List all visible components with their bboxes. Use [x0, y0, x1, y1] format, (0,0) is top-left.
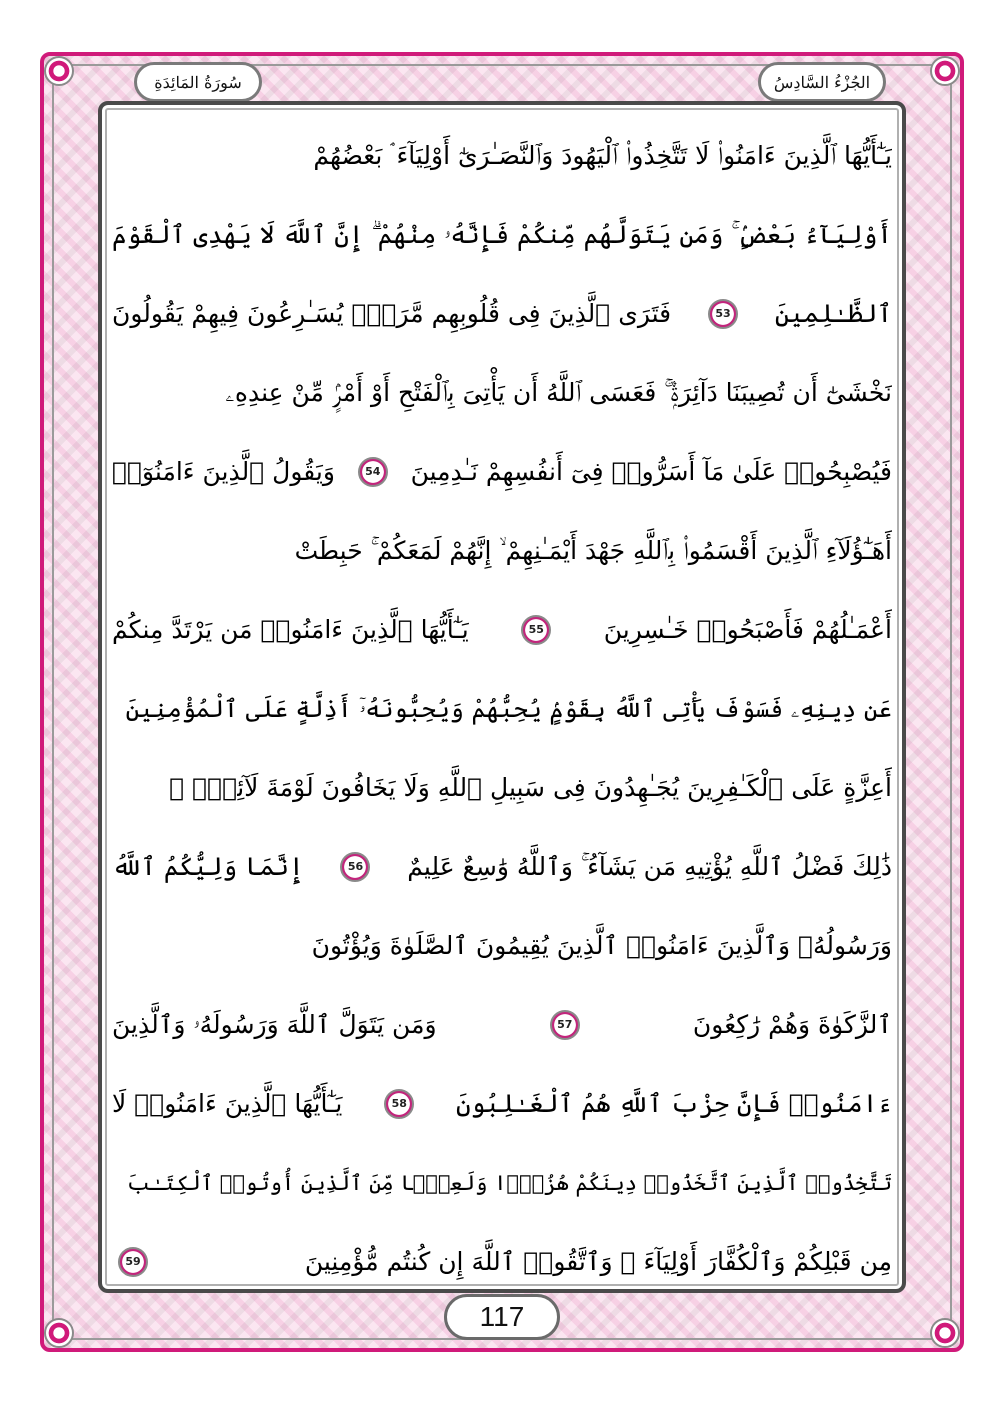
- verse-line: [112, 669, 892, 748]
- verse-text: أَوْلِيَآءُ بَعْضٍۢ ۚ وَمَن يَتَوَلَّهُم مِّنكُمْ فَإِنَّهُۥ مِنْهُمْ ۗ إِنَّ ٱللَّهَ لَا يَهْدِى ٱلْقَوْمَ: [112, 219, 892, 249]
- corner-ornament-icon: [930, 1318, 960, 1348]
- surah-title: سُورَةُ المَائِدَةِ: [134, 62, 262, 102]
- verse-text: عَن دِينِهِۦ فَسَوْفَ يَأْتِى ٱللَّهُ بِقَوْمٍۢ يُحِبُّهُمْ وَيُحِبُّونَهُۥٓ أَذِلَّةٍ عَلَى ٱلْمُؤْمِنِينَ: [125, 694, 892, 723]
- verse-text: ذَٰلِكَ فَضْلُ ٱللَّهِ يُؤْتِيهِ مَن يَشَآءُ ۚ وَٱللَّهُ وَٰسِعٌ عَلِيمٌ: [407, 851, 892, 881]
- verse-line: [112, 906, 892, 985]
- ayah-number-marker: 59: [118, 1247, 148, 1277]
- verse-text: ٱلظَّـٰلِمِينَ: [774, 299, 892, 328]
- juz-title: الجُزْءُ السَّادِسُ: [758, 62, 886, 102]
- verse-text: أَعْمَـٰلُهُمْ فَأَصْبَحُوا۟ خَـٰسِرِينَ: [603, 615, 892, 644]
- verse-text: فَيُصْبِحُوا۟ عَلَىٰ مَآ أَسَرُّوا۟ فِىٓ أَنفُسِهِمْ نَـٰدِمِينَ: [410, 457, 892, 486]
- verse-line: [112, 985, 892, 1064]
- verse-text: مِن قَبْلِكُمْ وَٱلْكُفَّارَ أَوْلِيَآءَ ۚ وَٱتَّقُوا۟ ٱللَّهَ إِن كُنتُم مُّؤْمِنِينَ: [304, 1247, 892, 1276]
- verse-line: [112, 195, 892, 274]
- verse-text: وَرَسُولُهُۥ وَٱلَّذِينَ ءَامَنُوا۟ ٱلَّذِينَ يُقِيمُونَ ٱلصَّلَوٰةَ وَيُؤْتُونَ: [311, 931, 892, 960]
- verse-text: يَـٰٓأَيُّهَا ٱلَّذِينَ ءَامَنُوا۟ لَا تَتَّخِذُوا۟ ٱلْيَهُودَ وَٱلنَّصَـٰرَىٰٓ أَوْلِيَآءَ ۘ بَعْضُهُمْ: [313, 140, 892, 170]
- verse-text: أَهَـٰٓؤُلَآءِ ٱلَّذِينَ أَقْسَمُوا۟ بِٱللَّهِ جَهْدَ أَيْمَـٰنِهِمْ ۙ إِنَّهُمْ لَمَعَكُمْ ۚ حَبِطَتْ: [294, 535, 892, 565]
- verse-text: يَـٰٓأَيُّهَا ٱلَّذِينَ ءَامَنُوا۟ لَا: [112, 1089, 343, 1118]
- verse-line: [112, 590, 892, 669]
- verse-line: [112, 116, 892, 195]
- verse-text: ٱلزَّكَوٰةَ وَهُمْ رَٰكِعُونَ: [692, 1010, 892, 1039]
- ayah-number-marker: 54: [358, 457, 388, 487]
- corner-ornament-icon: [930, 56, 960, 86]
- verse-text: إِنَّمَا وَلِيُّكُمُ ٱللَّهُ: [112, 852, 304, 881]
- ayah-number-marker: 55: [521, 615, 551, 645]
- verse-text: أَعِزَّةٍ عَلَى ٱلْكَـٰفِرِينَ يُجَـٰهِدُونَ فِى سَبِيلِ ٱللَّهِ وَلَا يَخَافُونَ لَوْمَةَ لَآئِمٍۢ ۚ: [169, 773, 892, 802]
- verse-line: [112, 827, 892, 906]
- corner-ornament-icon: [44, 1318, 74, 1348]
- verse-line: [112, 1064, 892, 1143]
- ayah-number-marker: 56: [340, 852, 370, 882]
- verse-text: وَيَقُولُ ٱلَّذِينَ ءَامَنُوٓا۟: [112, 457, 335, 486]
- verse-line: [112, 353, 892, 432]
- verse-line: [112, 511, 892, 590]
- verse-line: [112, 432, 892, 511]
- page-number: 117: [444, 1294, 560, 1340]
- verse-line: [112, 1222, 892, 1301]
- corner-ornament-icon: [44, 56, 74, 86]
- verse-text: نَخْشَىٰٓ أَن تُصِيبَنَا دَآئِرَةٌۭ ۚ فَعَسَى ٱللَّهُ أَن يَأْتِىَ بِٱلْفَتْحِ أَوْ أَمْرٍۢ مِّنْ عِندِهِۦ: [225, 377, 892, 407]
- verse-text: وَمَن يَتَوَلَّ ٱللَّهَ وَرَسُولَهُۥ وَٱلَّذِينَ: [112, 1009, 437, 1039]
- verse-text: فَتَرَى ٱلَّذِينَ فِى قُلُوبِهِم مَّرَضٌۭ يُسَـٰرِعُونَ فِيهِمْ يَقُولُونَ: [112, 299, 672, 328]
- verse-line: [112, 748, 892, 827]
- verse-text: تَتَّخِذُوا۟ ٱلَّذِينَ ٱتَّخَذُوا۟ دِينَكُمْ هُزُوًۭا وَلَعِبًۭا مِّنَ ٱلَّذِينَ أُوتُوا۟ ٱلْكِتَـٰبَ: [126, 1170, 892, 1195]
- ayah-number-marker: 57: [550, 1010, 580, 1040]
- verse-text: يَـٰٓأَيُّهَا ٱلَّذِينَ ءَامَنُوا۟ مَن يَرْتَدَّ مِنكُمْ: [112, 615, 469, 644]
- ayah-number-marker: 53: [708, 299, 738, 329]
- ayah-number-marker: 58: [384, 1089, 414, 1119]
- verse-line: [112, 1143, 892, 1222]
- verse-lines: [112, 116, 892, 1301]
- verse-line: [112, 274, 892, 353]
- verse-text: ءَامَنُوا۟ فَإِنَّ حِزْبَ ٱللَّهِ هُمُ ٱلْغَـٰلِبُونَ: [456, 1089, 892, 1118]
